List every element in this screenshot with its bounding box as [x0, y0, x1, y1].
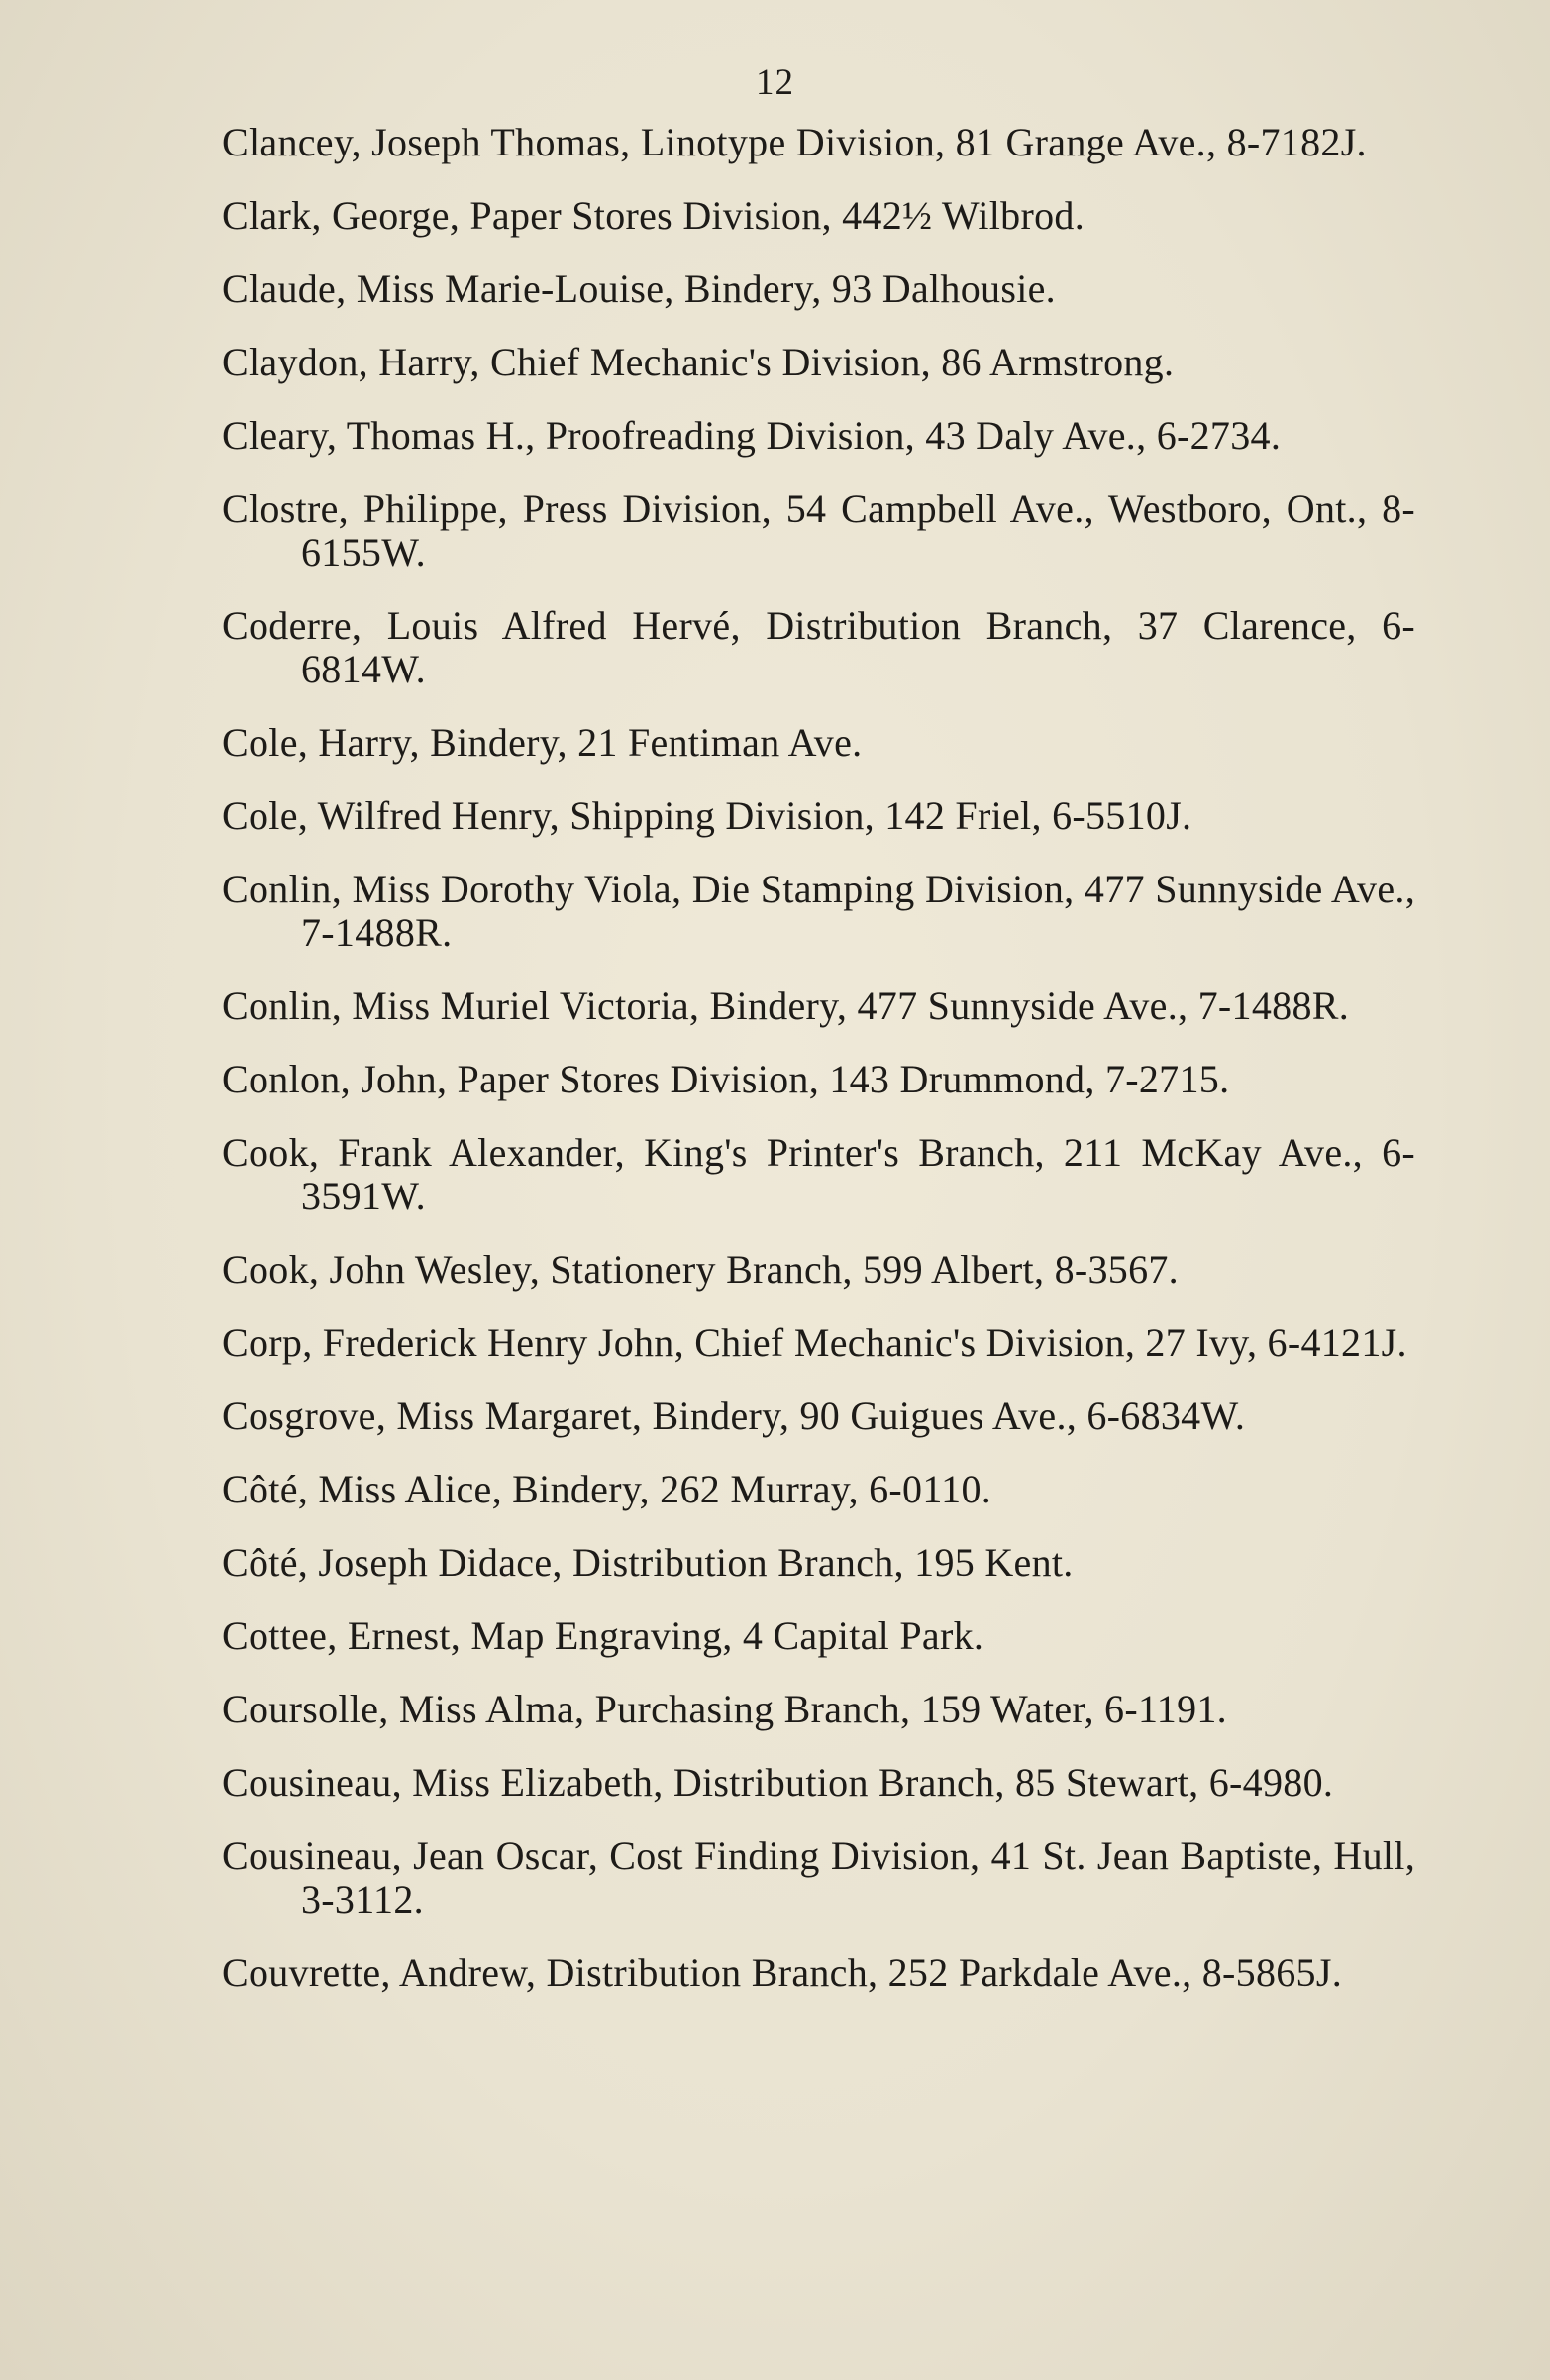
page-number: 12 — [756, 62, 794, 103]
directory-entry: Clark, George, Paper Stores Division, 442½ Wilbrod. — [222, 193, 1085, 238]
directory-entry: Cook, John Wesley, Stationery Branch, 599 Albert, 8-3567. — [222, 1247, 1179, 1292]
directory-entry: Cosgrove, Miss Margaret, Bindery, 90 Guigues Ave., 6-6834W. — [222, 1394, 1246, 1438]
directory-entry: Cole, Harry, Bindery, 21 Fentiman Ave. — [222, 720, 863, 765]
directory-entry: Clostre, Philippe, Press Division, 54 Campbell Ave., Westboro, Ont., 8-6155W. — [222, 486, 1415, 574]
directory-entry-list — [222, 121, 1415, 2024]
directory-entry: Claydon, Harry, Chief Mechanic's Division, 86 Armstrong. — [222, 340, 1175, 384]
directory-entry: Cottee, Ernest, Map Engraving, 4 Capital Park. — [222, 1613, 984, 1658]
directory-entry: Conlin, Miss Muriel Victoria, Bindery, 477 Sunnyside Ave., 7-1488R. — [222, 983, 1350, 1028]
directory-entry: Cole, Wilfred Henry, Shipping Division, 142 Friel, 6-5510J. — [222, 793, 1192, 838]
directory-entry: Clancey, Joseph Thomas, Linotype Division, 81 Grange Ave., 8-7182J. — [222, 120, 1367, 164]
directory-entry: Corp, Frederick Henry John, Chief Mechanic's Division, 27 Ivy, 6-4121J. — [222, 1320, 1407, 1365]
directory-entry: Cousineau, Jean Oscar, Cost Finding Division, 41 St. Jean Baptiste, Hull, 3-3112. — [222, 1833, 1415, 1921]
directory-entry: Côté, Joseph Didace, Distribution Branch, 195 Kent. — [222, 1540, 1074, 1585]
directory-entry: Couvrette, Andrew, Distribution Branch, 252 Parkdale Ave., 8-5865J. — [222, 1950, 1343, 1995]
directory-entry: Coursolle, Miss Alma, Purchasing Branch, 159 Water, 6-1191. — [222, 1687, 1227, 1731]
directory-entry: Conlon, John, Paper Stores Division, 143 Drummond, 7-2715. — [222, 1057, 1230, 1101]
directory-entry: Cleary, Thomas H., Proofreading Division, 43 Daly Ave., 6-2734. — [222, 413, 1282, 458]
directory-entry: Côté, Miss Alice, Bindery, 262 Murray, 6-0110. — [222, 1467, 992, 1511]
directory-entry: Cook, Frank Alexander, King's Printer's Branch, 211 McKay Ave., 6-3591W. — [222, 1130, 1415, 1218]
directory-entry: Cousineau, Miss Elizabeth, Distribution Branch, 85 Stewart, 6-4980. — [222, 1760, 1334, 1805]
directory-entry: Claude, Miss Marie-Louise, Bindery, 93 Dalhousie. — [222, 266, 1056, 311]
directory-entry: Coderre, Louis Alfred Hervé, Distribution Branch, 37 Clarence, 6-6814W. — [222, 603, 1415, 691]
directory-entry: Conlin, Miss Dorothy Viola, Die Stamping Division, 477 Sunnyside Ave., 7-1488R. — [222, 867, 1415, 955]
